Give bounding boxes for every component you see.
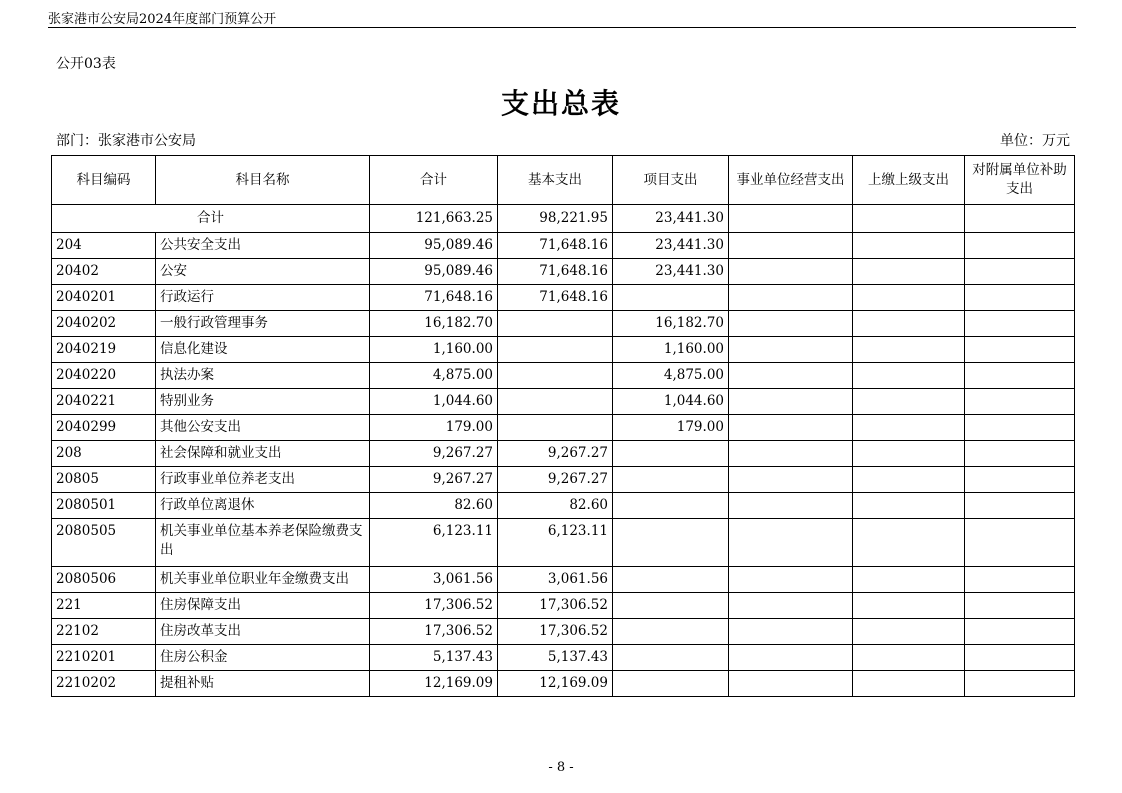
basic-expense-cell xyxy=(498,415,613,441)
subsidy-cell xyxy=(965,441,1075,467)
basic-expense-cell xyxy=(498,363,613,389)
project-expense-cell xyxy=(613,519,729,567)
table-row xyxy=(52,493,1075,519)
upper-payment-cell xyxy=(853,233,965,259)
basic-expense-cell: 82.60 xyxy=(498,493,613,519)
total-label: 合计 xyxy=(52,205,370,233)
total-cell: 4,875.00 xyxy=(370,363,498,389)
subsidy-cell xyxy=(965,389,1075,415)
table-row xyxy=(52,467,1075,493)
subsidy-cell xyxy=(965,567,1075,593)
total-cell: 179.00 xyxy=(370,415,498,441)
subsidy-cell xyxy=(965,285,1075,311)
subsidy-cell xyxy=(965,619,1075,645)
table-row xyxy=(52,619,1075,645)
enterprise-expense-cell xyxy=(729,337,853,363)
subject-code-cell: 2040201 xyxy=(52,285,156,311)
upper-payment-cell xyxy=(853,311,965,337)
subject-name-cell: 公共安全支出 xyxy=(156,233,370,259)
subsidy-cell xyxy=(965,645,1075,671)
enterprise-expense-cell xyxy=(729,671,853,697)
subsidy-cell xyxy=(965,363,1075,389)
project-expense-cell xyxy=(613,619,729,645)
table-row xyxy=(52,337,1075,363)
enterprise-expense-cell xyxy=(729,415,853,441)
subject-code-cell: 204 xyxy=(52,233,156,259)
project-expense-cell xyxy=(613,441,729,467)
expenditure-table xyxy=(51,155,1075,697)
subject-name-cell: 住房公积金 xyxy=(156,645,370,671)
basic-expense-cell: 71,648.16 xyxy=(498,259,613,285)
total-cell: 3,061.56 xyxy=(370,567,498,593)
subject-name-cell: 行政运行 xyxy=(156,285,370,311)
project-expense-cell: 23,441.30 xyxy=(613,233,729,259)
table-number: 公开03表 xyxy=(56,56,116,72)
table-row xyxy=(52,233,1075,259)
column-header: 科目编码 xyxy=(52,156,156,205)
total-cell: 1,160.00 xyxy=(370,337,498,363)
subject-name-cell: 社会保障和就业支出 xyxy=(156,441,370,467)
subject-name-cell: 机关事业单位职业年金缴费支出 xyxy=(156,567,370,593)
subject-name-cell: 机关事业单位基本养老保险缴费支出 xyxy=(156,519,370,567)
enterprise-expense-cell xyxy=(729,285,853,311)
subsidy-cell xyxy=(965,593,1075,619)
basic-expense-cell: 71,648.16 xyxy=(498,233,613,259)
subject-code-cell: 2040219 xyxy=(52,337,156,363)
project-expense-cell xyxy=(613,567,729,593)
total-cell: 17,306.52 xyxy=(370,619,498,645)
subject-code-cell: 20805 xyxy=(52,467,156,493)
table-header-row xyxy=(52,156,1075,205)
project-expense-cell xyxy=(613,671,729,697)
total-cell: 121,663.25 xyxy=(370,205,498,233)
subsidy-cell xyxy=(965,671,1075,697)
table-row xyxy=(52,259,1075,285)
unit-label: 单位：万元 xyxy=(1000,133,1070,149)
table-row xyxy=(52,285,1075,311)
enterprise-expense-cell xyxy=(729,645,853,671)
basic-expense-cell: 9,267.27 xyxy=(498,441,613,467)
subject-name-cell: 特别业务 xyxy=(156,389,370,415)
subsidy-cell xyxy=(965,519,1075,567)
total-cell: 6,123.11 xyxy=(370,519,498,567)
subject-name-cell: 住房改革支出 xyxy=(156,619,370,645)
subject-code-cell: 221 xyxy=(52,593,156,619)
project-expense-cell xyxy=(613,645,729,671)
enterprise-expense-cell xyxy=(729,567,853,593)
total-row xyxy=(52,205,1075,233)
subject-code-cell: 2040202 xyxy=(52,311,156,337)
column-header: 对附属单位补助支出 xyxy=(965,156,1075,205)
subsidy-cell xyxy=(965,311,1075,337)
enterprise-expense-cell xyxy=(729,389,853,415)
basic-expense-cell: 12,169.09 xyxy=(498,671,613,697)
enterprise-expense-cell xyxy=(729,259,853,285)
subject-name-cell: 提租补贴 xyxy=(156,671,370,697)
subject-name-cell: 执法办案 xyxy=(156,363,370,389)
subject-code-cell: 2040299 xyxy=(52,415,156,441)
upper-payment-cell xyxy=(853,441,965,467)
basic-expense-cell: 17,306.52 xyxy=(498,593,613,619)
enterprise-expense-cell xyxy=(729,363,853,389)
basic-expense-cell xyxy=(498,337,613,363)
table-row xyxy=(52,415,1075,441)
subject-code-cell: 2210201 xyxy=(52,645,156,671)
total-cell: 9,267.27 xyxy=(370,467,498,493)
subject-code-cell: 2080506 xyxy=(52,567,156,593)
enterprise-expense-cell xyxy=(729,619,853,645)
subject-code-cell: 2040220 xyxy=(52,363,156,389)
column-header: 科目名称 xyxy=(156,156,370,205)
project-expense-cell: 16,182.70 xyxy=(613,311,729,337)
subject-code-cell: 2210202 xyxy=(52,671,156,697)
subject-name-cell: 公安 xyxy=(156,259,370,285)
subject-name-cell: 一般行政管理事务 xyxy=(156,311,370,337)
upper-payment-cell xyxy=(853,259,965,285)
upper-payment-cell xyxy=(853,337,965,363)
project-expense-cell: 4,875.00 xyxy=(613,363,729,389)
basic-expense-cell xyxy=(498,311,613,337)
subject-name-cell: 行政单位离退休 xyxy=(156,493,370,519)
column-header: 项目支出 xyxy=(613,156,729,205)
enterprise-expense-cell xyxy=(729,593,853,619)
basic-expense-cell xyxy=(498,389,613,415)
total-subsidy-cell xyxy=(965,205,1075,233)
upper-payment-cell xyxy=(853,593,965,619)
table-row xyxy=(52,363,1075,389)
total-cell: 71,648.16 xyxy=(370,285,498,311)
subject-code-cell: 20402 xyxy=(52,259,156,285)
total-cell: 16,182.70 xyxy=(370,311,498,337)
total-project-cell: 23,441.30 xyxy=(613,205,729,233)
page-title: 支出总表 xyxy=(500,87,621,120)
enterprise-expense-cell xyxy=(729,519,853,567)
subject-name-cell: 行政事业单位养老支出 xyxy=(156,467,370,493)
upper-payment-cell xyxy=(853,389,965,415)
upper-payment-cell xyxy=(853,415,965,441)
total-enterprise-cell xyxy=(729,205,853,233)
project-expense-cell: 23,441.30 xyxy=(613,259,729,285)
subject-name-cell: 住房保障支出 xyxy=(156,593,370,619)
basic-expense-cell: 17,306.52 xyxy=(498,619,613,645)
basic-expense-cell: 5,137.43 xyxy=(498,645,613,671)
upper-payment-cell xyxy=(853,619,965,645)
table-row xyxy=(52,441,1075,467)
upper-payment-cell xyxy=(853,671,965,697)
project-expense-cell xyxy=(613,467,729,493)
enterprise-expense-cell xyxy=(729,311,853,337)
column-header: 事业单位经营支出 xyxy=(729,156,853,205)
subject-name-cell: 信息化建设 xyxy=(156,337,370,363)
upper-payment-cell xyxy=(853,467,965,493)
project-expense-cell: 1,160.00 xyxy=(613,337,729,363)
page-number: - 8 - xyxy=(548,760,574,775)
upper-payment-cell xyxy=(853,285,965,311)
total-cell: 12,169.09 xyxy=(370,671,498,697)
total-cell: 95,089.46 xyxy=(370,259,498,285)
total-cell: 82.60 xyxy=(370,493,498,519)
table-row xyxy=(52,671,1075,697)
project-expense-cell xyxy=(613,285,729,311)
subject-code-cell: 2040221 xyxy=(52,389,156,415)
basic-expense-cell: 71,648.16 xyxy=(498,285,613,311)
table-row xyxy=(52,593,1075,619)
enterprise-expense-cell xyxy=(729,233,853,259)
subject-code-cell: 208 xyxy=(52,441,156,467)
upper-payment-cell xyxy=(853,493,965,519)
upper-payment-cell xyxy=(853,519,965,567)
project-expense-cell xyxy=(613,593,729,619)
subject-code-cell: 2080501 xyxy=(52,493,156,519)
subsidy-cell xyxy=(965,493,1075,519)
table-row xyxy=(52,645,1075,671)
total-cell: 17,306.52 xyxy=(370,593,498,619)
enterprise-expense-cell xyxy=(729,493,853,519)
project-expense-cell: 179.00 xyxy=(613,415,729,441)
enterprise-expense-cell xyxy=(729,467,853,493)
page-header: 张家港市公安局2024年度部门预算公开 xyxy=(48,12,277,27)
subject-code-cell: 22102 xyxy=(52,619,156,645)
total-cell: 1,044.60 xyxy=(370,389,498,415)
total-upper-cell xyxy=(853,205,965,233)
enterprise-expense-cell xyxy=(729,441,853,467)
upper-payment-cell xyxy=(853,645,965,671)
subsidy-cell xyxy=(965,467,1075,493)
column-header: 基本支出 xyxy=(498,156,613,205)
column-header: 合计 xyxy=(370,156,498,205)
project-expense-cell: 1,044.60 xyxy=(613,389,729,415)
table-row xyxy=(52,389,1075,415)
basic-expense-cell: 6,123.11 xyxy=(498,519,613,567)
table-row xyxy=(52,519,1075,567)
department-label: 部门：张家港市公安局 xyxy=(56,133,196,149)
subject-name-cell: 其他公安支出 xyxy=(156,415,370,441)
total-cell: 95,089.46 xyxy=(370,233,498,259)
subsidy-cell xyxy=(965,233,1075,259)
basic-expense-cell: 3,061.56 xyxy=(498,567,613,593)
basic-expense-cell: 9,267.27 xyxy=(498,467,613,493)
header-divider xyxy=(48,27,1076,28)
table-row xyxy=(52,567,1075,593)
subject-code-cell: 2080505 xyxy=(52,519,156,567)
subsidy-cell xyxy=(965,337,1075,363)
total-cell: 5,137.43 xyxy=(370,645,498,671)
subsidy-cell xyxy=(965,259,1075,285)
upper-payment-cell xyxy=(853,363,965,389)
subsidy-cell xyxy=(965,415,1075,441)
column-header: 上缴上级支出 xyxy=(853,156,965,205)
total-cell: 9,267.27 xyxy=(370,441,498,467)
project-expense-cell xyxy=(613,493,729,519)
total-basic-cell: 98,221.95 xyxy=(498,205,613,233)
upper-payment-cell xyxy=(853,567,965,593)
table-row xyxy=(52,311,1075,337)
